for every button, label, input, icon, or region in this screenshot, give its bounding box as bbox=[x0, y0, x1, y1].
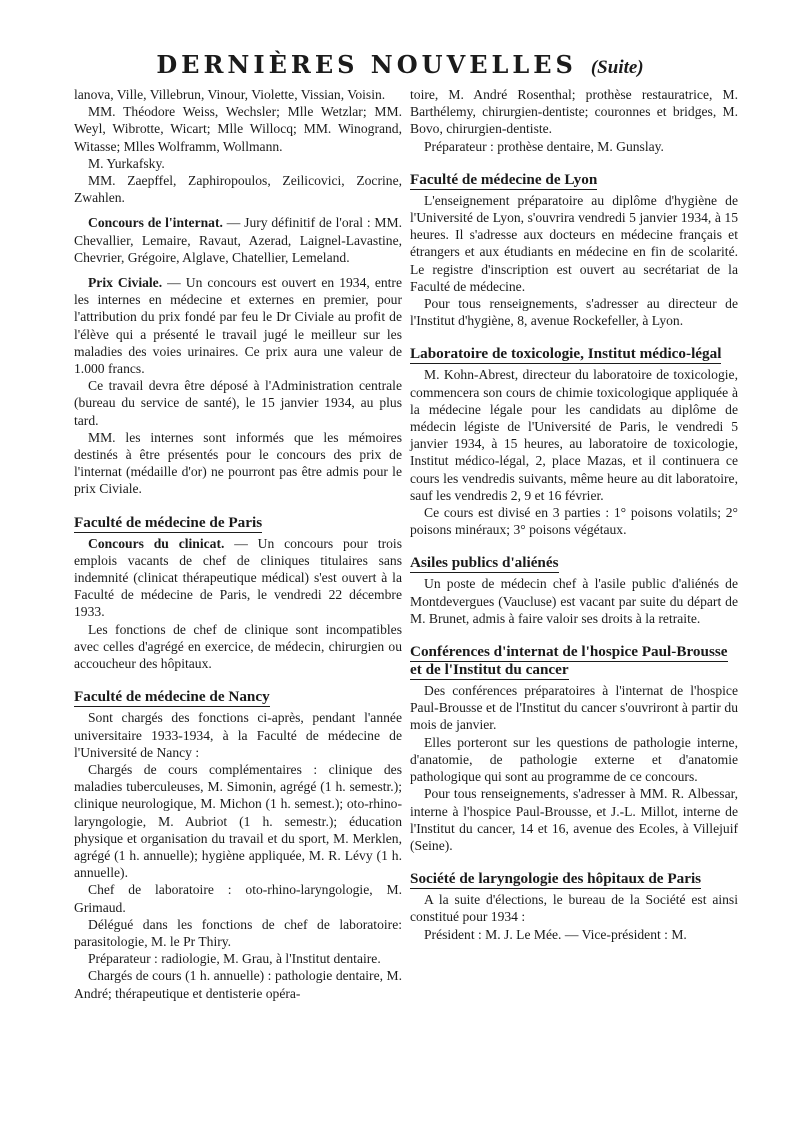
paragraph: Délégué dans les fonctions de chef de laboratoire: parasitologie, M. le Pr Thiry. bbox=[74, 916, 402, 949]
paragraph: Ce travail devra être déposé à l'Administration centrale (bureau du service de santé), le 15 janvier 1934, au plus tard. bbox=[74, 378, 402, 428]
paragraph: L'enseignement préparatoire au diplôme d'hygiène de l'Université de Lyon, s'ouvrira vendredi 5 janvier 1934, à 15 heures. Il s'adresse aux docteurs en médecine français et étrangers et aux étudiants en médecine en fin de scolarité. Le registre d'inscription est ouvert au secrétariat de la Faculté de médecine. bbox=[410, 192, 738, 294]
paragraph: Préparateur : prothèse dentaire, M. Gunslay. bbox=[424, 138, 664, 154]
clinicat-text: — Un concours pour trois emplois vacants de chef de cliniques titulaires sans indemnité (clinicat thérapeutique médical) s'est ouvert à la Faculté de médecine de Paris, le vendredi 22 décembre 1933. bbox=[74, 535, 402, 620]
paragraph: MM. les internes sont informés que les mémoires destinés à être présentés pour le concours des prix de l'internat (médaille d'or) ne pourront pas être admis pour le prix Civiale. bbox=[74, 429, 402, 497]
paragraph: Un poste de médecin chef à l'asile public d'aliénés de Montdevergues (Vaucluse) est vacant par suite du départ de M. Brunet, admis à faire valoir ses droits à la retraite. bbox=[410, 576, 738, 626]
internat-text: — Jury définitif de l'oral : MM. Chevallier, Lemaire, Ravaut, Azerad, Laignel-Lavastine, Chevrier, Grégoire, Alglave, Chatellier, Lemeland. bbox=[74, 215, 403, 265]
section-heading-lyon: Faculté de médecine de Lyon bbox=[410, 170, 598, 188]
paragraph: lanova, Ville, Villebrun, Vinour, Violette, Vissian, Voisin. bbox=[74, 87, 386, 102]
paragraph: MM. Théodore Weiss, Wechsler; Mlle Wetzlar; MM. Weyl, Wibrotte, Wicart; Mlle Willocq; MM. Winogrand, Witasse; Mlles Wolframm, Wollmann. bbox=[74, 104, 402, 154]
clinicat-lead: Concours du clinicat. bbox=[88, 535, 225, 551]
section-heading-asiles: Asiles publics d'aliénés bbox=[410, 554, 559, 572]
internat-lead: Concours de l'internat. bbox=[88, 215, 223, 231]
page-title: DERNIÈRES NOUVELLES bbox=[156, 50, 577, 79]
clinicat-paragraph bbox=[74, 535, 402, 621]
civiale-lead: Prix Civiale. bbox=[88, 275, 163, 291]
section-heading-paris: Faculté de médecine de Paris bbox=[74, 513, 263, 531]
section-heading-nancy: Faculté de médecine de Nancy bbox=[74, 688, 270, 706]
paragraph: Des conférences préparatoires à l'internat de l'hospice Paul-Brousse et de l'Institut du cancer s'ouvriront à partir du mois de janvier. bbox=[410, 683, 738, 733]
paragraph: Préparateur : radiologie, M. Grau, à l'Institut dentaire. bbox=[88, 951, 381, 967]
paragraph: Pour tous renseignements, s'adresser à MM. R. Albessar, interne à l'hospice Paul-Brousse, et J.-L. Millot, interne de l'Institut du cancer, 14 et 16, avenue des Ecoles, à Villejuif (Seine). bbox=[410, 786, 738, 853]
page-title-suite: (Suite) bbox=[590, 57, 644, 78]
paragraph: Président : M. J. Le Mée. — Vice-président : M. bbox=[424, 926, 687, 942]
section-heading-conferences: Conférences d'internat de l'hospice Paul-Brousse et de l'Institut du cancer bbox=[410, 643, 728, 679]
paragraph: Chargés de cours (1 h. annuelle) : pathologie dentaire, M. André; thérapeutique et dentisterie opéra- bbox=[74, 968, 402, 1001]
left-column bbox=[74, 86, 402, 1002]
paragraph: Pour tous renseignements, s'adresser au directeur de l'Institut d'hygiène, 8, avenue Rockefeller, à Lyon. bbox=[410, 296, 738, 329]
paragraph: Chargés de cours complémentaires : clinique des maladies tuberculeuses, M. Simonin, agrégé (1 h. semestr.); clinique neurologique, M. Michon (1 h. semest.); oto-rhino-laryngologie, M. Aubriot (1 h. semestr.); éducation physique et organisation du travail et du sport, M. Merklen, agrégé (1 h. annuelle); hygiène appliquée, M. R. Lévy (1 h. annuelle). bbox=[74, 761, 402, 881]
paragraph: M. Kohn-Abrest, directeur du laboratoire de toxicologie, commencera son cours de chimie toxicologique appliquée à la médecine légale pour les candidats au diplôme de médecin légiste de l'Université de Paris, le vendredi 5 janvier 1934, à 15 heures, au laboratoire de toxicologie, Institut médico-légal, 2, place Mazas, et il continuera ce cours les vendredis suivants, même heure au dit laboratoire, sauf les vendredis 2, 9 et 16 février. bbox=[410, 367, 738, 503]
right-column bbox=[410, 86, 738, 943]
section-heading-toxicologie: Laboratoire de toxicologie, Institut médico-légal bbox=[410, 345, 722, 363]
paragraph: toire, M. André Rosenthal; prothèse restauratrice, M. Barthélemy, chirurgien-dentiste; couronnes et bridges, M. Bovo, chirurgien-dentiste. bbox=[410, 87, 738, 137]
paragraph: Les fonctions de chef de clinique sont incompatibles avec celles d'agrégé en exercice, de médecin, chirurgien ou accoucheur des hôpitaux. bbox=[74, 621, 402, 672]
civiale-text: — Un concours est ouvert en 1934, entre les internes en médecine et externes en premier, pour l'attribution du prix fondé par feu le Dr Civiale au profit de l'élève qui a présenté le travail jugé le meilleur sur les maladies des voies urinaires. Ce prix aura une valeur de 1.000 francs. bbox=[74, 275, 402, 377]
paragraph: MM. Zaepffel, Zaphiropoulos, Zeilicovici, Zocrine, Zwahlen. bbox=[74, 173, 402, 206]
civiale-paragraph bbox=[74, 274, 402, 377]
paragraph: Elles porteront sur les questions de pathologie interne, d'anatomie, de pathologie externe et d'anatomie pathologique qui sont au programme de ce concours. bbox=[410, 734, 738, 785]
paragraph: Chef de laboratoire : oto-rhino-laryngologie, M. Grimaud. bbox=[74, 882, 402, 915]
paragraph: A la suite d'élections, le bureau de la Société est ainsi constitué pour 1934 : bbox=[410, 892, 738, 925]
section-heading-laryngologie: Société de laryngologie des hôpitaux de Paris bbox=[410, 870, 702, 888]
paragraph: M. Yurkafsky. bbox=[88, 155, 165, 171]
page-header bbox=[0, 50, 800, 79]
internat-paragraph bbox=[74, 214, 402, 266]
paragraph: Ce cours est divisé en 3 parties : 1° poisons volatils; 2° poisons minéraux; 3° poisons végétaux. bbox=[410, 505, 738, 538]
paragraph: Sont chargés des fonctions ci-après, pendant l'année universitaire 1933-1934, à la Faculté de médecine de l'Université de Nancy : bbox=[74, 710, 402, 760]
